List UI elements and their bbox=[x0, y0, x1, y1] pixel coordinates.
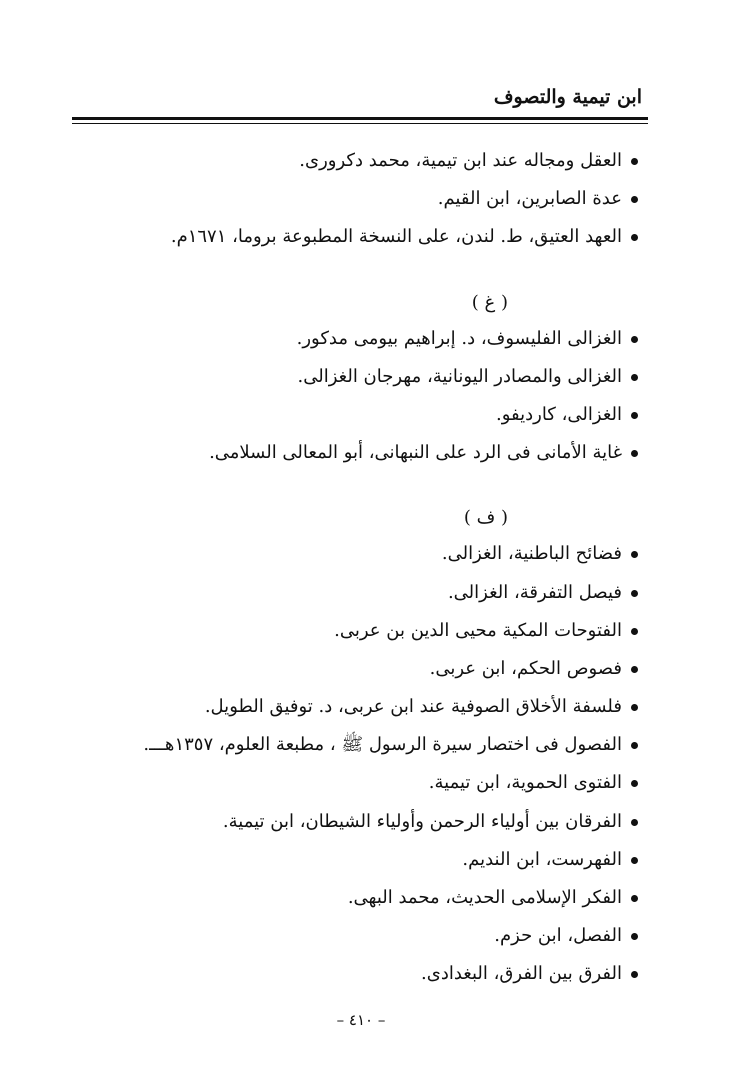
entry-text: فصوص الحكم، ابن عربى. bbox=[429, 657, 622, 679]
bullet-icon bbox=[631, 933, 638, 940]
running-title: ابن تيمية والتصوف bbox=[493, 86, 642, 108]
bullet-icon bbox=[631, 374, 638, 381]
bullet-icon bbox=[631, 628, 638, 635]
bullet-icon bbox=[631, 971, 638, 978]
bullet-icon bbox=[631, 780, 638, 787]
list-item bbox=[60, 574, 638, 612]
bullet-icon bbox=[631, 196, 638, 203]
list-item bbox=[60, 535, 638, 573]
entry-text: الفتوى الحموية، ابن تيمية. bbox=[428, 772, 622, 794]
entry-text: الفرق بين الفرق، البغدادى. bbox=[421, 963, 622, 985]
bullet-icon bbox=[631, 336, 638, 343]
bibliography-list bbox=[60, 142, 638, 994]
list-item bbox=[60, 726, 638, 764]
section-heading-fa bbox=[60, 472, 638, 535]
header-rule-thick bbox=[72, 117, 648, 120]
entry-text: الفهرست، ابن النديم. bbox=[462, 848, 622, 870]
list-item bbox=[60, 320, 638, 358]
header-rule-thin bbox=[72, 123, 648, 124]
entry-text: فضائح الباطنية، الغزالى. bbox=[441, 543, 622, 565]
entry-text: العقل ومجاله عند ابن تيمية، محمد دكرورى. bbox=[299, 150, 622, 171]
bullet-icon bbox=[631, 666, 638, 673]
entry-text: العهد العتيق، ط. لندن، على النسخة المطبوعة بروما، ١٦٧١م. bbox=[170, 226, 622, 248]
list-item bbox=[60, 612, 638, 650]
entry-text: فيصل التفرقة، الغزالى. bbox=[447, 581, 622, 603]
entry-text: الغزالى والمصادر اليونانية، مهرجان الغزالى. bbox=[297, 365, 622, 387]
bullet-icon bbox=[631, 412, 638, 419]
entry-text: الغزالى، كارديفو. bbox=[495, 403, 622, 425]
bullet-icon bbox=[631, 895, 638, 902]
section-letter-label: ( ف ) bbox=[463, 507, 508, 529]
entry-text: الفرقان بين أولياء الرحمن وأولياء الشيطان، ابن تيمية. bbox=[222, 810, 622, 832]
list-item bbox=[60, 917, 638, 955]
entry-text: الفتوحات المكية محيى الدين بن عربى. bbox=[334, 619, 622, 641]
bullet-icon bbox=[631, 742, 638, 749]
entry-text: الفصول فى اختصار سيرة الرسول ﷺ ، مطبعة العلوم، ١٣٥٧هـــ. bbox=[143, 734, 622, 756]
bullet-icon bbox=[631, 590, 638, 597]
bullet-icon bbox=[631, 158, 638, 165]
entry-text: غاية الأمانى فى الرد على النبهانى، أبو المعالى السلامى. bbox=[209, 442, 622, 464]
entry-text: عدة الصابرين، ابن القيم. bbox=[437, 188, 622, 210]
bullet-icon bbox=[631, 234, 638, 241]
list-item bbox=[60, 142, 638, 180]
list-item bbox=[60, 396, 638, 434]
list-item bbox=[60, 955, 638, 993]
list-item bbox=[60, 218, 638, 256]
bullet-icon bbox=[631, 551, 638, 558]
bullet-icon bbox=[631, 857, 638, 864]
list-item bbox=[60, 688, 638, 726]
entry-text: الغزالى الفليسوف، د. إبراهيم بيومى مدكور. bbox=[296, 327, 622, 349]
list-item bbox=[60, 358, 638, 396]
section-letter-label: ( غ ) bbox=[471, 291, 508, 313]
list-item bbox=[60, 879, 638, 917]
list-item bbox=[60, 803, 638, 841]
entry-text: الفصل، ابن حزم. bbox=[494, 925, 622, 947]
bullet-icon bbox=[631, 450, 638, 457]
page-number: – ٤١٠ – bbox=[336, 1011, 386, 1029]
bullet-icon bbox=[631, 819, 638, 826]
list-item bbox=[60, 650, 638, 688]
list-item bbox=[60, 180, 638, 218]
entry-text: الفكر الإسلامى الحديث، محمد البهى. bbox=[347, 887, 622, 908]
section-heading-ghain bbox=[60, 257, 638, 320]
list-item bbox=[60, 764, 638, 802]
list-item bbox=[60, 434, 638, 472]
bullet-icon bbox=[631, 704, 638, 711]
list-item bbox=[60, 841, 638, 879]
entry-text: فلسفة الأخلاق الصوفية عند ابن عربى، د. توفيق الطويل. bbox=[204, 696, 622, 718]
